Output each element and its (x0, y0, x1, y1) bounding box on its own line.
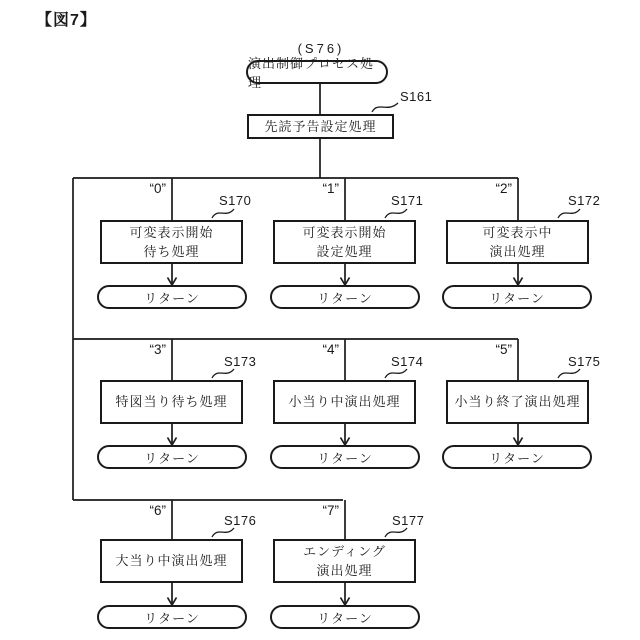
return-label: リターン (144, 450, 200, 466)
start-terminator (246, 56, 388, 90)
return-label: リターン (489, 450, 545, 466)
return-terminator-s172 (442, 285, 592, 309)
return-terminator-s177 (270, 605, 420, 629)
step-ref-s161: S161 (400, 89, 433, 104)
ref-squiggle (385, 209, 407, 218)
return-label: リターン (489, 290, 545, 306)
process-label-line1: 可変表示開始 (129, 224, 214, 240)
step-ref-s175: S175 (568, 354, 601, 369)
case-label-6: “6” (149, 503, 166, 518)
ref-squiggle (212, 369, 234, 378)
case-label-4: “4” (322, 342, 339, 357)
case-label-2: “2” (495, 181, 512, 196)
process-label-line1: 大当り中演出処理 (115, 553, 228, 569)
step-ref-s173: S173 (224, 354, 257, 369)
return-label: リターン (317, 290, 373, 306)
step-ref-s76: (S76) (297, 41, 345, 56)
return-terminator-s173 (97, 445, 247, 469)
process-s177 (273, 539, 416, 583)
process-s161-label: 先読予告設定処理 (264, 118, 377, 134)
process-s161 (247, 114, 394, 139)
process-label-line1: 特図当り待ち処理 (115, 394, 228, 410)
return-terminator-s175 (442, 445, 592, 469)
ref-squiggle (212, 528, 234, 537)
process-label-line2: 演出処理 (316, 563, 373, 578)
process-label-line2: 演出処理 (489, 244, 546, 259)
process-s175 (446, 380, 589, 424)
process-label-line1: 可変表示開始 (302, 224, 387, 240)
step-ref-s174: S174 (391, 354, 424, 369)
ref-squiggle (385, 369, 407, 378)
ref-squiggle (372, 103, 398, 112)
process-s170 (100, 220, 243, 264)
return-label: リターン (317, 610, 373, 626)
step-ref-s176: S176 (224, 513, 257, 528)
process-label-line2: 待ち処理 (143, 244, 200, 259)
step-ref-s172: S172 (568, 193, 601, 208)
process-label-line1: 可変表示中 (482, 224, 553, 240)
case-label-3: “3” (149, 342, 166, 357)
return-terminator-s176 (97, 605, 247, 629)
case-label-1: “1” (322, 181, 339, 196)
step-ref-s170: S170 (219, 193, 252, 208)
return-label: リターン (144, 290, 200, 306)
figure-label: 【図7】 (36, 12, 97, 29)
case-label-0: “0” (149, 181, 166, 196)
return-terminator-s174 (270, 445, 420, 469)
ref-squiggle (558, 369, 580, 378)
process-s171 (273, 220, 416, 264)
process-s174 (273, 380, 416, 424)
process-s173 (100, 380, 243, 424)
ref-squiggle (212, 209, 234, 218)
ref-squiggle (558, 209, 580, 218)
return-label: リターン (144, 610, 200, 626)
case-label-7: “7” (322, 503, 339, 518)
ref-squiggle-connectors (212, 103, 580, 537)
process-s176 (100, 539, 243, 583)
start-terminator-label: 演出制御プロセス処理 (248, 56, 375, 90)
process-s172 (446, 220, 589, 264)
process-label-line1: 小当り中演出処理 (288, 394, 401, 410)
ref-squiggle (385, 528, 407, 537)
process-label-line1: エンディング (303, 543, 386, 559)
step-ref-s171: S171 (391, 193, 424, 208)
return-terminator-s171 (270, 285, 420, 309)
process-label-line2: 設定処理 (316, 244, 373, 259)
return-label: リターン (317, 450, 373, 466)
step-ref-s177: S177 (392, 513, 425, 528)
case-label-5: “5” (495, 342, 512, 357)
return-terminator-s170 (97, 285, 247, 309)
process-label-line1: 小当り終了演出処理 (454, 394, 581, 410)
